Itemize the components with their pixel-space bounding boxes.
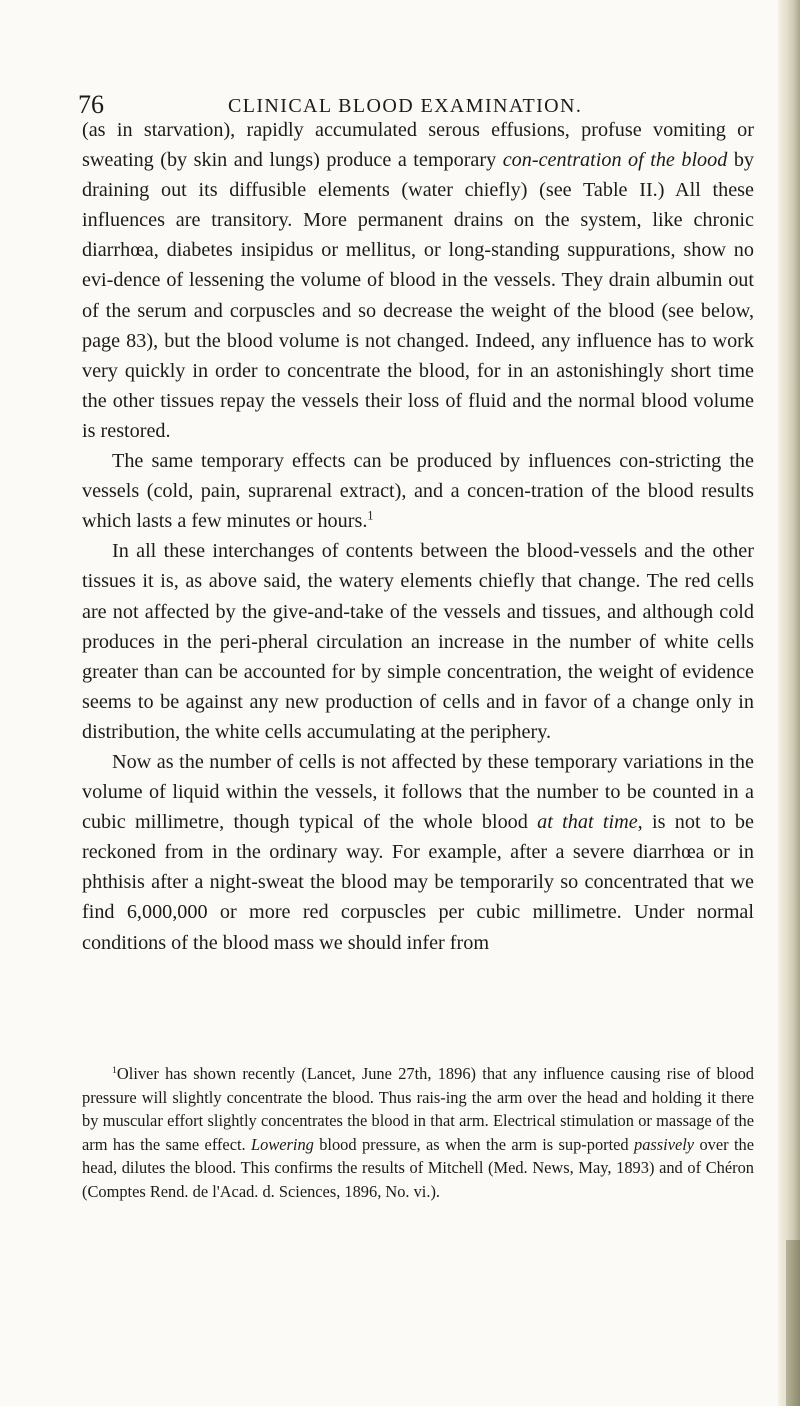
text-run: The same temporary effects can be produced by influences con-stricting the vessels (cold, pain, suprarenal extract), and a concen-tration of the blood results which lasts a few minutes or hours. [82, 450, 754, 533]
page-number: 76 [78, 90, 104, 119]
text-run: blood pressure, as when the arm is sup-ported [313, 1134, 634, 1154]
text-run: , is not to be reckoned from in the ordinary way. For example, after a severe diarrhœa or in phthisis after a night-sweat the blood may be temporarily so concentrated that we find 6,000,000 or more red corpuscles per cubic millimetre. Under normal conditions of the blood mass we should infer from [82, 811, 754, 954]
text-run: (as in starvation), rapidly accumulated serous effusions, profuse vomiting or sweating (by skin and lungs) produce a temporary [82, 119, 754, 172]
paragraph [82, 115, 754, 446]
italic-text-run: passively [634, 1134, 695, 1154]
italic-text-run: Lowering [251, 1134, 314, 1154]
footnote [82, 1062, 754, 1204]
text-run: Now as the number of cells is not affected by these temporary variations in the volume of liquid within the vessels, it follows that the number to be counted in a cubic millimetre, though typical of the whole blood [82, 750, 754, 834]
text-run: Oliver has shown recently (Lancet, June 27th, 1896) that any influence causing rise of blood pressure will slightly concentrate the blood. Thus rais-ing the arm over the head and holding it there by muscular effort slightly concentrates the blood in that arm. Electrical stimulation or massage of the arm has the same effect. [82, 1064, 754, 1154]
italic-text-run: con-centration of the blood [502, 149, 728, 172]
italic-text-run: at that time [537, 811, 638, 834]
body-text [82, 115, 754, 958]
footnote-number: 1 [112, 1065, 117, 1077]
paragraph [82, 536, 754, 747]
paragraph [82, 747, 754, 958]
paragraph [82, 446, 754, 536]
footnotes [82, 1062, 754, 1204]
text-run: by draining out its diffusible elements (water chiefly) (see Table II.) All these influences are transitory. More permanent drains on the system, like chronic diarrhœa, diabetes insipidus or mellitus, or long-standing suppurations, show no evi-dence of lessening the volume of blood in the vessels. They drain albumin out of the serum and corpuscles and so decrease the weight of the blood (see below, page 83), but the blood volume is not changed. Indeed, any influence has to work very quickly in order to concentrate the blood, for in an astonishingly short time the other tissues repay the vessels their loss of fluid and the normal blood volume is restored. [82, 149, 755, 442]
page-edge-shadow-lower [786, 1240, 800, 1406]
text-run: over the head, dilutes the blood. This confirms the results of Mitchell (Med. News, May, 1893) and of Chéron (Comptes Rend. de l'Acad. d. Sciences, 1896, No. vi.). [82, 1134, 754, 1201]
page-edge-shadow [778, 0, 800, 1406]
running-head: CLINICAL BLOOD EXAMINATION. [228, 95, 583, 117]
text-run: In all these interchanges of contents between the blood-vessels and the other tissues it is, as above said, the watery elements chiefly that change. The red cells are not affected by the give-and-take of the vessels and tissues, and although cold produces in the peri-pheral circulation an increase in the number of white cells greater than can be accounted for by simple concentration, the weight of evidence seems to be against any new production of cells and in favor of a change only in distribution, the white cells accumulating at the periphery. [82, 540, 754, 743]
footnote-marker: 1 [367, 508, 374, 523]
